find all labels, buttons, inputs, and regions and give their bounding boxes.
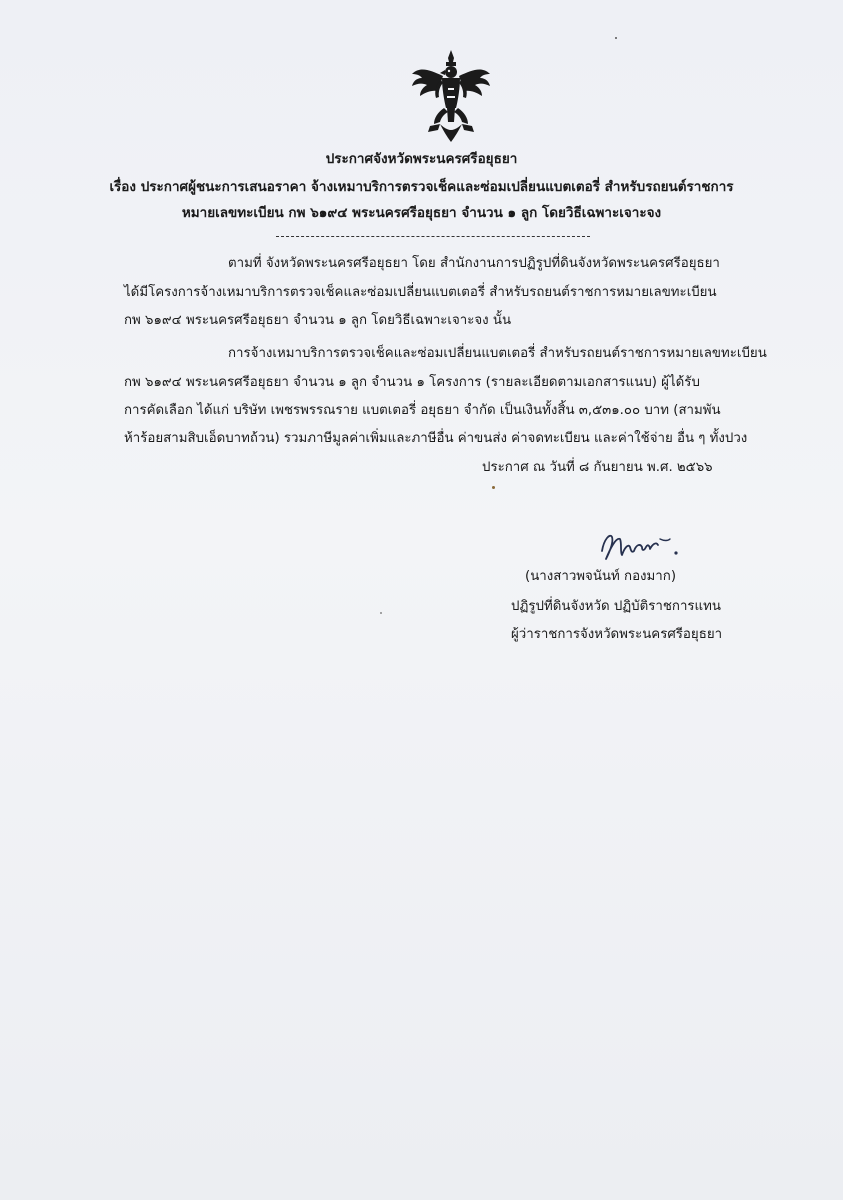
paragraph-2-line: การคัดเลือก ได้แก่ บริษัท เพชรพรรณราย แบตเตอรี่ อยุธยา จำกัด เป็นเงินทั้งสิ้น ๓,๕๓๑.๐๐ บาท (สามพัน	[124, 403, 721, 418]
paragraph-2-line: กพ ๖๑๙๔ พระนครศรีอยุธยา จำนวน ๑ ลูก จำนวน ๑ โครงการ (รายละเอียดตามเอกสารแนบ) ผู้ได้รับ	[124, 375, 700, 390]
handwritten-signature	[598, 525, 682, 565]
signatory-position: ปฏิรูปที่ดินจังหวัด ปฏิบัติราชการแทน	[511, 599, 721, 614]
signatory-name: (นางสาวพจนันท์ กองมาก)	[525, 569, 677, 584]
subject-line-continued: หมายเลขทะเบียน กพ ๖๑๙๔ พระนครศรีอยุธยา จำนวน ๑ ลูก โดยวิธีเฉพาะเจาะจง	[181, 205, 662, 221]
paper-speck	[380, 612, 382, 614]
paragraph-1-line: กพ ๖๑๙๔ พระนครศรีอยุธยา จำนวน ๑ ลูก โดยวิธีเฉพาะเจาะจง นั้น	[124, 313, 512, 328]
paper-speck	[615, 37, 617, 39]
announcement-date: ประกาศ ณ วันที่ ๘ กันยายน พ.ศ. ๒๕๖๖	[482, 460, 713, 475]
dashed-divider	[276, 236, 590, 237]
paragraph-2-line: การจ้างเหมาบริการตรวจเช็คและซ่อมเปลี่ยนแบตเตอรี่ สำหรับรถยนต์ราชการหมายเลขทะเบียน	[228, 346, 767, 361]
paragraph-1-line: ตามที่ จังหวัดพระนครศรีอยุธยา โดย สำนักงานการปฏิรูปที่ดินจังหวัดพระนครศรีอยุธยา	[228, 256, 720, 271]
announcement-title: ประกาศจังหวัดพระนครศรีอยุธยา	[325, 151, 518, 167]
speck	[492, 486, 495, 489]
garuda-emblem-icon	[410, 48, 492, 144]
signatory-position-continued: ผู้ว่าราชการจังหวัดพระนครศรีอยุธยา	[511, 627, 723, 642]
paragraph-1-line: ได้มีโครงการจ้างเหมาบริการตรวจเช็คและซ่อมเปลี่ยนแบตเตอรี่ สำหรับรถยนต์ราชการหมายเลขทะเบียน	[124, 285, 717, 300]
paragraph-2-line: ห้าร้อยสามสิบเอ็ดบาทถ้วน) รวมภาษีมูลค่าเพิ่มและภาษีอื่น ค่าขนส่ง ค่าจดทะเบียน และค่าใช้จ่าย อื่น ๆ ทั้งปวง	[124, 431, 748, 446]
subject-line: เรื่อง ประกาศผู้ชนะการเสนอราคา จ้างเหมาบริการตรวจเช็คและซ่อมเปลี่ยนแบตเตอรี่ สำหรับรถยนต์ราชการ	[109, 179, 734, 195]
